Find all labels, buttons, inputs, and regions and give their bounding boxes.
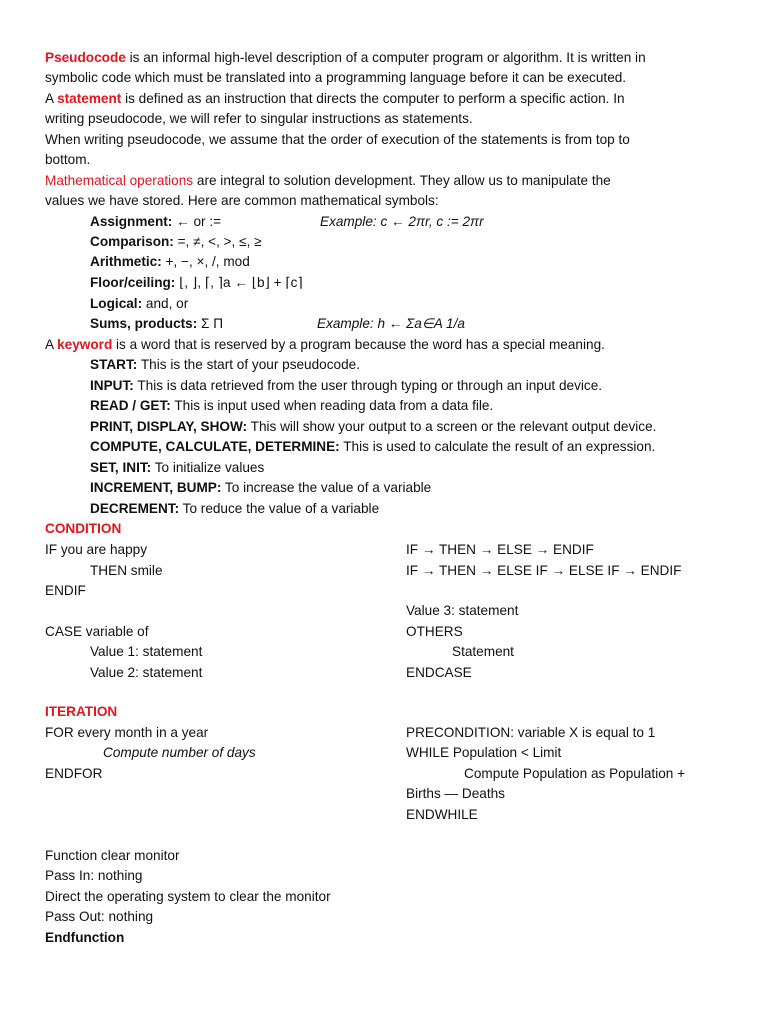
intro-text: are integral to solution development. They allow us to manipulate the bbox=[193, 173, 611, 188]
keyword-label: START: bbox=[90, 357, 138, 372]
code-line: PRECONDITION: variable X is equal to 1 bbox=[406, 725, 656, 740]
keyword-desc: This is the start of your pseudocode. bbox=[137, 357, 360, 372]
code-line: ENDCASE bbox=[406, 665, 472, 680]
math-label: Sums, products: bbox=[90, 316, 198, 331]
article: A bbox=[45, 337, 58, 352]
code-line: ENDFOR bbox=[45, 766, 103, 781]
term-math-ops: Mathematical operations bbox=[45, 173, 194, 188]
math-value: =, ≠, <, >, ≤, ≥ bbox=[173, 234, 262, 249]
math-label: Assignment: bbox=[90, 214, 173, 229]
function-line: Direct the operating system to clear the monitor bbox=[45, 889, 331, 904]
code-line: ENDIF bbox=[45, 583, 86, 598]
math-logical bbox=[90, 296, 188, 312]
keyword-label: INPUT: bbox=[90, 378, 134, 393]
function-line: Function clear monitor bbox=[45, 848, 180, 863]
keyword-label: INCREMENT, BUMP: bbox=[90, 480, 222, 495]
function-end: Endfunction bbox=[45, 930, 125, 945]
article: A bbox=[45, 91, 58, 106]
keyword-item bbox=[90, 501, 379, 517]
keyword-item bbox=[90, 480, 431, 496]
keyword-desc: To increase the value of a variable bbox=[221, 480, 432, 495]
condition-heading: CONDITION bbox=[45, 521, 122, 536]
keyword-desc: This will show your output to a screen or the relevant output device. bbox=[247, 419, 657, 434]
keyword-intro bbox=[45, 337, 605, 353]
keyword-desc: This is used to calculate the result of an expression. bbox=[339, 439, 656, 454]
code-line: THEN smile bbox=[90, 563, 163, 578]
code-line: Compute Population as Population + bbox=[464, 766, 686, 781]
math-value: ← or := bbox=[172, 214, 222, 229]
math-sums-example: Example: h ← Σa∈A 1/a bbox=[317, 316, 465, 331]
term-pseudocode: Pseudocode bbox=[45, 50, 126, 65]
code-line: ENDWHILE bbox=[406, 807, 478, 822]
code-line: OTHERS bbox=[406, 624, 463, 639]
keyword-text: is a word that is reserved by a program because the word has a special meaning. bbox=[112, 337, 605, 352]
code-line: CASE variable of bbox=[45, 624, 149, 639]
keyword-label: DECREMENT: bbox=[90, 501, 180, 516]
intro-line-4: writing pseudocode, we will refer to singular instructions as statements. bbox=[45, 111, 473, 126]
keyword-item bbox=[90, 419, 656, 435]
intro-text: is defined as an instruction that directs the computer to perform a specific action. In bbox=[121, 91, 625, 106]
keyword-label: SET, INIT: bbox=[90, 460, 152, 475]
keyword-desc: This is input used when reading data from a data file. bbox=[170, 398, 494, 413]
intro-line-6: bottom. bbox=[45, 152, 91, 167]
intro-line-2: symbolic code which must be translated into a programming language before it can be executed. bbox=[45, 70, 627, 85]
keyword-desc: To reduce the value of a variable bbox=[179, 501, 380, 516]
math-label: Logical: bbox=[90, 296, 143, 311]
term-keyword: keyword bbox=[57, 337, 113, 352]
code-line: Statement bbox=[452, 644, 514, 659]
math-arithmetic bbox=[90, 254, 250, 270]
function-line: Pass In: nothing bbox=[45, 868, 143, 883]
code-line: Births — Deaths bbox=[406, 786, 505, 801]
math-comparison bbox=[90, 234, 262, 250]
math-value: ⌊, ⌋, ⌈, ⌉a ← ⌊b⌋ + ⌈c⌉ bbox=[175, 275, 303, 290]
code-line: Value 2: statement bbox=[90, 665, 203, 680]
math-label: Floor/ceiling: bbox=[90, 275, 176, 290]
keyword-item bbox=[90, 357, 360, 373]
math-value: and, or bbox=[142, 296, 189, 311]
code-line: FOR every month in a year bbox=[45, 725, 209, 740]
keyword-item bbox=[90, 460, 264, 476]
intro-line-1 bbox=[45, 50, 646, 66]
intro-line-5: When writing pseudocode, we assume that the order of execution of the statements is from top to bbox=[45, 132, 630, 147]
keyword-desc: To initialize values bbox=[151, 460, 265, 475]
code-line: Value 1: statement bbox=[90, 644, 203, 659]
code-line: IF → THEN → ELSE → ENDIF bbox=[406, 542, 594, 557]
keyword-item bbox=[90, 398, 493, 414]
keyword-item bbox=[90, 378, 602, 394]
keyword-label: COMPUTE, CALCULATE, DETERMINE: bbox=[90, 439, 340, 454]
code-line: Compute number of days bbox=[103, 745, 256, 760]
math-floor bbox=[90, 275, 303, 291]
intro-line-3 bbox=[45, 91, 625, 107]
math-assignment bbox=[90, 214, 221, 230]
math-assignment-example: Example: c ← 2πr, c := 2πr bbox=[320, 214, 484, 229]
code-line: IF you are happy bbox=[45, 542, 148, 557]
code-line: WHILE Population < Limit bbox=[406, 745, 562, 760]
math-sums bbox=[90, 316, 223, 332]
code-line: IF → THEN → ELSE IF → ELSE IF → ENDIF bbox=[406, 563, 682, 578]
intro-text: is an informal high-level description of a computer program or algorithm. It is written in bbox=[125, 50, 646, 65]
keyword-label: READ / GET: bbox=[90, 398, 171, 413]
math-value: +, −, ×, /, mod bbox=[161, 254, 250, 269]
function-line: Pass Out: nothing bbox=[45, 909, 154, 924]
intro-line-8: values we have stored. Here are common mathematical symbols: bbox=[45, 193, 439, 208]
keyword-desc: This is data retrieved from the user through typing or through an input device. bbox=[133, 378, 603, 393]
math-label: Comparison: bbox=[90, 234, 174, 249]
term-statement: statement bbox=[57, 91, 122, 106]
math-value: Σ Π bbox=[197, 316, 224, 331]
keyword-label: PRINT, DISPLAY, SHOW: bbox=[90, 419, 248, 434]
code-line: Value 3: statement bbox=[406, 603, 519, 618]
iteration-heading: ITERATION bbox=[45, 704, 118, 719]
intro-line-7 bbox=[45, 173, 611, 189]
math-label: Arithmetic: bbox=[90, 254, 162, 269]
keyword-item bbox=[90, 439, 655, 455]
